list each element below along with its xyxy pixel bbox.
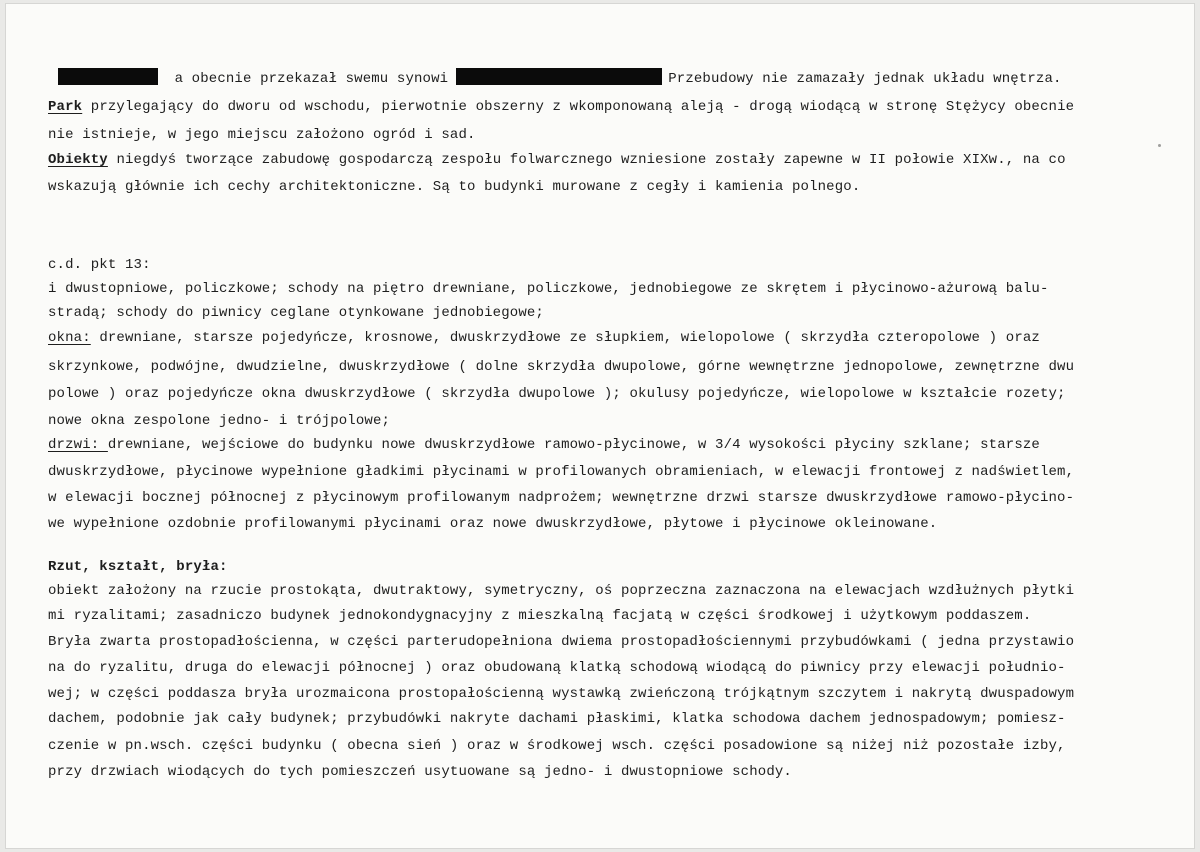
cd-heading: c.d. pkt 13:	[48, 257, 151, 273]
drzwi-line: w elewacji bocznej północnej z płycinowym profilowanym nadprożem; wewnętrzne drzwi starsze dwuskrzydłowe ramowo-płycino-	[48, 490, 1075, 506]
drzwi-text: drewniane, wejściowe do budynku nowe dwuskrzydłowe ramowo-płycinowe, w 3/4 wysokości płyciny szklane; starsze	[107, 437, 1040, 453]
rzut-line: wej; w części poddasza bryła urozmaicona prostopałościenną wystawką zwieńczoną trójkątnym szczytem i nakrytą dwuspadowym	[48, 686, 1075, 702]
okna-line: polowe ) oraz pojedyńcze okna dwuskrzydłowe ( skrzydła dwupolowe ); okulusy pojedyńcze, wielopolowe w kształcie rozety;	[48, 386, 1066, 402]
park-label: Park	[48, 99, 83, 115]
rzut-line: czenie w pn.wsch. części budynku ( obecna sień ) oraz w środkowej wsch. części posadowione są niżej niż pozostałe izby,	[48, 738, 1066, 754]
rzut-line: obiekt założony na rzucie prostokąta, dwutraktowy, symetryczny, oś poprzeczna zaznaczona na elewacjach wzdłużnych płytki	[48, 583, 1075, 599]
park-paragraph-line-1	[48, 98, 1074, 116]
cd-line: i dwustopniowe, policzkowe; schody na piętro drewniane, policzkowe, jednobiegowe ze skrętem i płycinowo-ażurową balu-	[48, 281, 1049, 297]
drzwi-label: drzwi:	[48, 437, 108, 453]
drzwi-line: dwuskrzydłowe, płycinowe wypełnione gładkimi płycinami w profilowanych obramieniach, w elewacji frontowej z nadświetlem,	[48, 464, 1075, 480]
rzut-line: na do ryzalitu, druga do elewacji północnej ) oraz obudowaną klatką schodową wiodącą do piwnicy przy elewacji południo-	[48, 660, 1066, 676]
obiekty-paragraph-line-2: wskazują głównie ich cechy architektoniczne. Są to budynki murowane z cegły i kamienia polnego.	[48, 179, 861, 195]
okna-line: skrzynkowe, podwójne, dwudzielne, dwuskrzydłowe ( dolne skrzydła dwupolowe, górne wewnętrzne jednopolowe, zewnętrzne dwu	[48, 359, 1075, 375]
rzut-heading: Rzut, kształt, bryła:	[48, 559, 228, 575]
okna-label: okna:	[48, 330, 91, 346]
rzut-line: przy drzwiach wiodących do tych pomieszczeń usytuowane są jedno- i dwustopniowe schody.	[48, 764, 792, 780]
rzut-line: dachem, podobnie jak cały budynek; przybudówki nakryte dachami płaskimi, klatka schodowa dachem jednospadowym; pomiesz-	[48, 711, 1066, 727]
okna-line: nowe okna zespolone jedno- i trójpolowe;	[48, 413, 391, 429]
drzwi-line: we wypełnione ozdobnie profilowanymi płycinami oraz nowe dwuskrzydłowe, płytowe i płycinowe okleinowane.	[48, 516, 938, 532]
intro-text-2: Przebudowy nie zamazały jednak układu wnętrza.	[668, 71, 1062, 87]
redaction-block	[456, 68, 662, 85]
intro-line	[58, 68, 1062, 88]
park-paragraph-line-2: nie istnieje, w jego miejscu założono ogród i sad.	[48, 127, 476, 143]
typed-document	[6, 4, 1194, 848]
rzut-line: Bryła zwarta prostopadłościenna, w części parterudopełniona dwiema prostopadłościennymi przybudówkami ( jedna przystawio	[48, 634, 1075, 650]
obiekty-paragraph-line-1	[48, 151, 1066, 169]
obiekty-text: niegdyś tworzące zabudowę gospodarczą zespołu folwarcznego wzniesione zostały zapewne w II połowie XIXw., na co	[116, 152, 1066, 168]
drzwi-line-1	[48, 436, 1040, 454]
okna-text: drewniane, starsze pojedyńcze, krosnowe, dwuskrzydłowe ze słupkiem, wielopolowe ( skrzydła czteropolowe ) oraz	[90, 330, 1040, 346]
obiekty-label: Obiekty	[48, 152, 108, 168]
rzut-line: mi ryzalitami; zasadniczo budynek jednokondygnacyjny z mieszkalną facjatą w części środkowej i użytkowym poddaszem.	[48, 608, 1032, 624]
scanned-page	[6, 4, 1194, 848]
park-text: przylegający do dworu od wschodu, pierwotnie obszerny z wkomponowaną aleją - drogą wiodącą w stronę Stężycy obecnie	[90, 99, 1075, 115]
cd-line: stradą; schody do piwnicy ceglane otynkowane jednobiegowe;	[48, 305, 544, 321]
okna-line-1	[48, 329, 1040, 347]
redaction-block	[58, 68, 158, 85]
intro-text-1: a obecnie przekazał swemu synowi	[174, 71, 449, 87]
scan-speck	[1158, 144, 1161, 147]
